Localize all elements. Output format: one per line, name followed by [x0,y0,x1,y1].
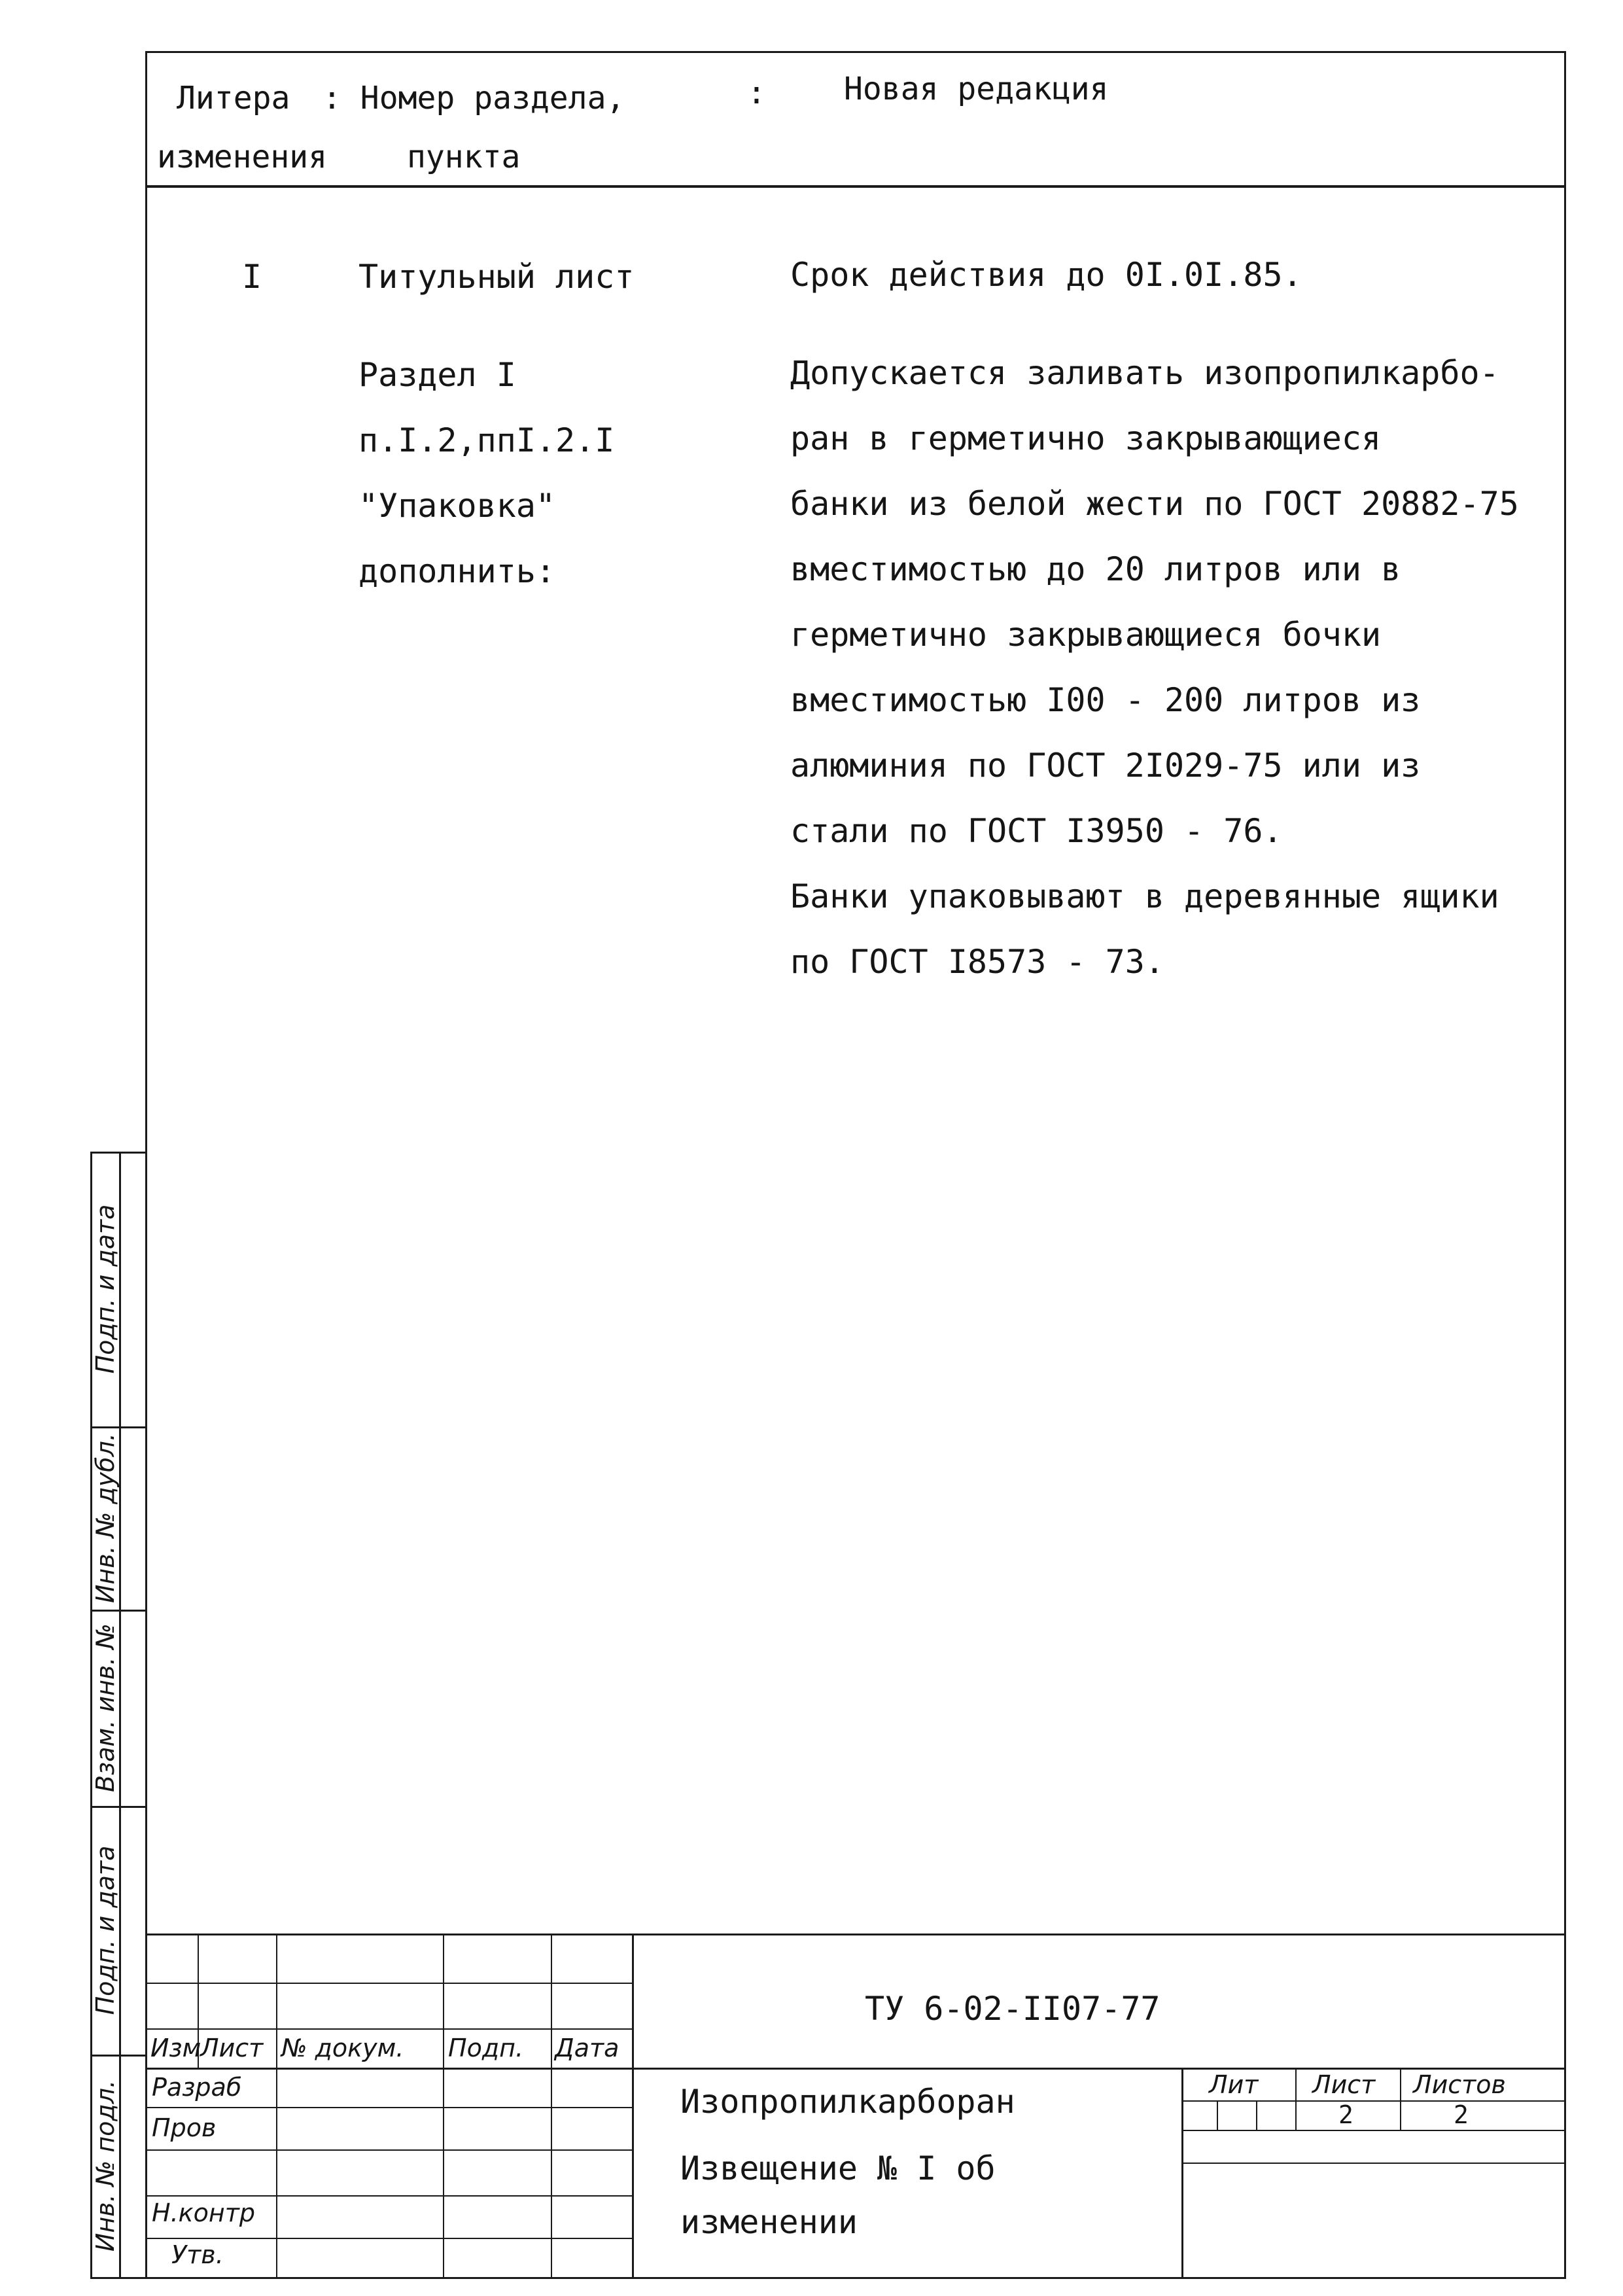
row-litera: I [242,258,262,296]
header-section-number: : Номер раздела, [323,80,625,116]
frame-left [145,51,147,2278]
grid-row-line [145,2195,633,2197]
header-litera: Литера [177,80,290,116]
title-block-top [145,1934,1566,1935]
col-header-signature: Подп. [448,2034,524,2062]
sheet-block-row [1181,2100,1566,2102]
sheets-label: Листов [1413,2070,1506,2099]
row-text-line: Срок действия до 0I.0I.85. [790,256,1302,294]
grid-row-line [145,2107,633,2108]
sheet-block-row [1181,2130,1566,2131]
side-label-signature-date-2: Подп. и дата [91,1845,120,2015]
document-code: ТУ 6-02-II07-77 [865,1990,1161,2028]
side-label-original-inv: Инв. № подл. [91,2079,120,2252]
sheet-block-row [1181,2163,1566,2164]
header-punkt: пункта [407,139,521,175]
grid-row-line [145,2149,633,2151]
frame-right [1564,51,1566,2278]
col-header-change: Изм [150,2034,201,2062]
frame-bottom [90,2277,1566,2279]
row-text-line: по ГОСТ I8573 - 73. [790,943,1164,981]
row-text-line: банки из белой жести по ГОСТ 20882-75 [790,485,1519,523]
header-izmeneniya: изменения [157,139,328,175]
sheet-label: Лист [1312,2070,1376,2099]
change-notice-cont: изменении [680,2203,858,2241]
sheets-count: 2 [1454,2100,1469,2129]
row-text-line: алюминия по ГОСТ 2I029-75 или из [790,747,1421,785]
col-header-date: Дата [555,2034,620,2062]
frame-top [145,51,1566,53]
grid-row-line [145,1983,633,1984]
grid-row-line [145,2068,633,2070]
row-text-line: стали по ГОСТ I3950 - 76. [790,812,1283,850]
side-stamp-sep [90,1610,147,1612]
row-text-line: Банки упаковывают в деревянные ящики [790,877,1499,915]
product-name: Изопропилкарборан [680,2083,1015,2121]
title-block-middle [633,2068,1566,2070]
change-notice: Извещение № I об [680,2149,996,2187]
side-stamp-top [90,1152,147,1154]
side-label-replacement-inv: Взам. инв. № [91,1623,120,1793]
side-stamp-sep [90,1806,147,1808]
row-text-line: Допускается заливать изопропилкарбо- [790,354,1499,392]
grid-col-line [632,1934,634,2278]
grid-col-line [551,1934,552,2278]
row-text-line: герметично закрывающиеся бочки [790,616,1382,654]
row-text-line: ран в герметично закрывающиеся [790,419,1382,457]
lit-cell-divider [1256,2100,1257,2130]
sheet-block-col [1400,2068,1401,2130]
side-label-signature-date: Подп. и дата [91,1204,120,1374]
role-checked: Пров [152,2113,217,2142]
grid-col-line [276,1934,277,2278]
side-stamp-sep [90,2055,147,2057]
header-new-edition: Новая редакция [844,71,1109,107]
header-colon: : [747,75,766,111]
sheet-block-left [1181,2068,1183,2278]
row-text-line: вместимостью I00 - 200 литров из [790,681,1421,719]
side-label-dup-inv-number: Инв. № дубл. [91,1433,120,1603]
grid-row-line [145,2028,633,2030]
role-developer: Разраб [152,2073,242,2102]
sheet-block-col [1295,2068,1297,2130]
row-section: Титульный лист [358,258,635,296]
grid-row-line [145,2238,633,2239]
lit-cell-divider [1217,2100,1218,2130]
role-approved: Утв. [171,2240,224,2269]
header-divider [145,185,1566,188]
row-text-line: вместимостью до 20 литров или в [790,550,1401,588]
col-header-sheet: Лист [200,2034,264,2062]
col-header-doc-number: № докум. [281,2034,404,2062]
lit-label: Лит [1209,2070,1259,2099]
grid-col-line [443,1934,444,2278]
row-section-line: п.I.2,ппI.2.I [358,421,615,459]
row-section-line: дополнить: [358,552,556,590]
role-norm-control: Н.контр [152,2199,255,2227]
row-section-line: "Упаковка" [358,487,556,525]
sheet-number: 2 [1338,2100,1353,2129]
side-stamp-sep [90,1426,147,1428]
row-section-line: Раздел I [358,356,516,394]
